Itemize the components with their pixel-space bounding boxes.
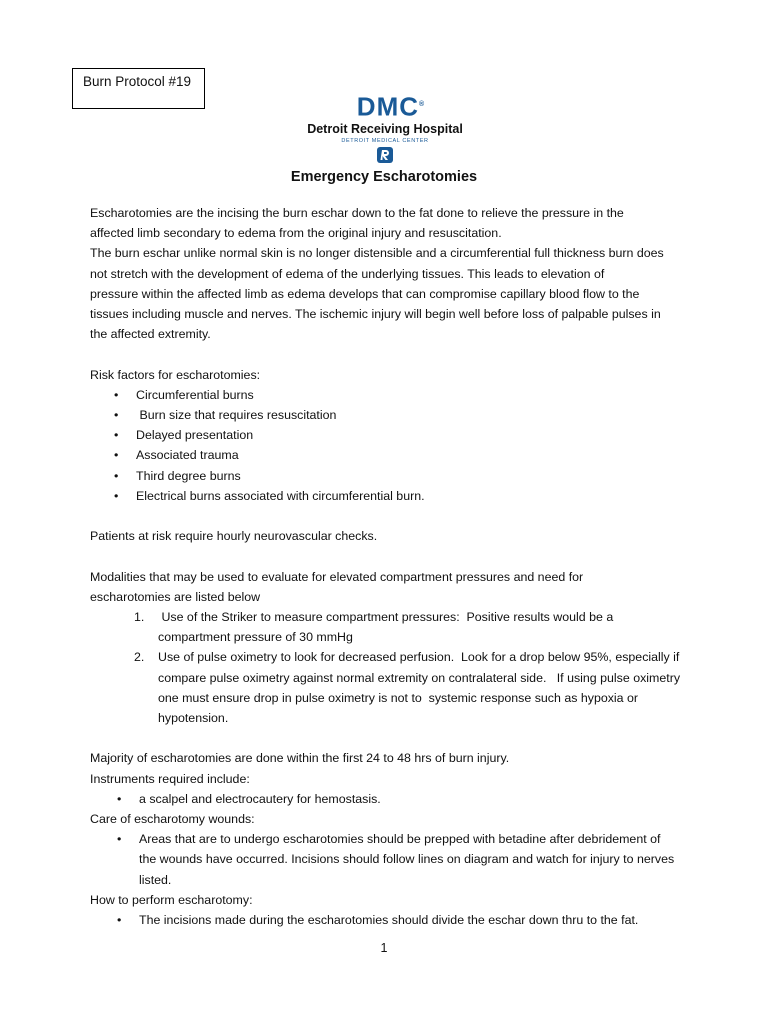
logo-network-name: DETROIT MEDICAL CENTER [341,137,429,144]
intro-paragraph [90,203,690,344]
logo-hospital-name: Detroit Receiving Hospital [307,121,463,136]
list-item: • Electrical burns associated with circumferential burn. [90,486,690,506]
instruments-heading: Instruments required include: [90,771,250,786]
list-item: 2. Use of pulse oximetry to look for decreased perfusion. Look for a drop below 95%, especially if compare pulse oximetry against normal extremity on contralateral side. If using pulse oximetry one must ensure drop in pulse oximetry is not to systemic response such as hypoxia or hypotension. [134,650,684,726]
modalities-intro-line: Modalities that may be used to evaluate for elevated compartment pressures and need for [90,569,584,584]
modalities-intro-line: escharotomies are listed below [90,589,261,604]
list-item: • Areas that are to undergo escharotomies should be prepped with betadine after debridement of the wounds have occurred. Incisions should follow lines on diagram and watch for injury to nerves listed. [90,829,679,890]
intro-line: the affected extremity. [90,327,211,342]
list-item: • Circumferential burns [90,385,690,405]
document-title: Emergency Escharotomies [290,169,478,185]
intro-line: The burn eschar unlike normal skin is no longer distensible and a circumferential full thickness burn does [90,246,664,261]
list-item: • a scalpel and electrocautery for hemostasis. [90,789,679,809]
intro-line: pressure within the affected limb as edema develops that can compromise capillary blood flow to the [90,286,640,301]
list-item: • Third degree burns [90,466,690,486]
list-item: • The incisions made during the escharotomies should divide the eschar down thru to the fat. [90,910,679,930]
wound-care-heading: Care of escharotomy wounds: [90,812,255,827]
list-item: 1. Use of the Striker to measure compartment pressures: Positive results would be a compartment pressure of 30 mmHg [134,610,617,645]
logo-brand: DMC® [356,91,426,122]
protocol-label: Burn Protocol #19 [83,74,192,89]
list-item: • Associated trauma [90,445,690,465]
wound-care-list [90,829,690,890]
modalities-list [90,607,690,728]
hospital-logo [300,92,470,170]
timing-text: Majority of escharotomies are done within the first 24 to 48 hrs of burn injury. [90,751,510,766]
list-item: • Burn size that requires resuscitation [90,405,690,425]
page-number: 1 [380,941,388,955]
logo-r-mark-icon [300,146,470,169]
list-item: • Delayed presentation [90,425,690,445]
risk-factor-list [90,385,690,506]
protocol-label-box [72,68,205,109]
intro-line: not stretch with the development of edema of the underlying tissues. This leads to elevation of [90,266,605,281]
instruments-list [90,789,690,809]
intro-line: affected limb secondary to edema from the original injury and resuscitation. [90,226,502,241]
howto-heading: How to perform escharotomy: [90,892,253,907]
intro-line: tissues including muscle and nerves. The ischemic injury will begin well before loss of palpable pulses in [90,307,661,322]
howto-list [90,910,690,930]
intro-line: Escharotomies are the incising the burn eschar down to the fat done to relieve the pressure in the [90,206,624,220]
document-body [90,203,690,930]
risk-heading: Risk factors for escharotomies: [90,367,261,382]
hourly-checks-text: Patients at risk require hourly neurovascular checks. [90,529,378,544]
